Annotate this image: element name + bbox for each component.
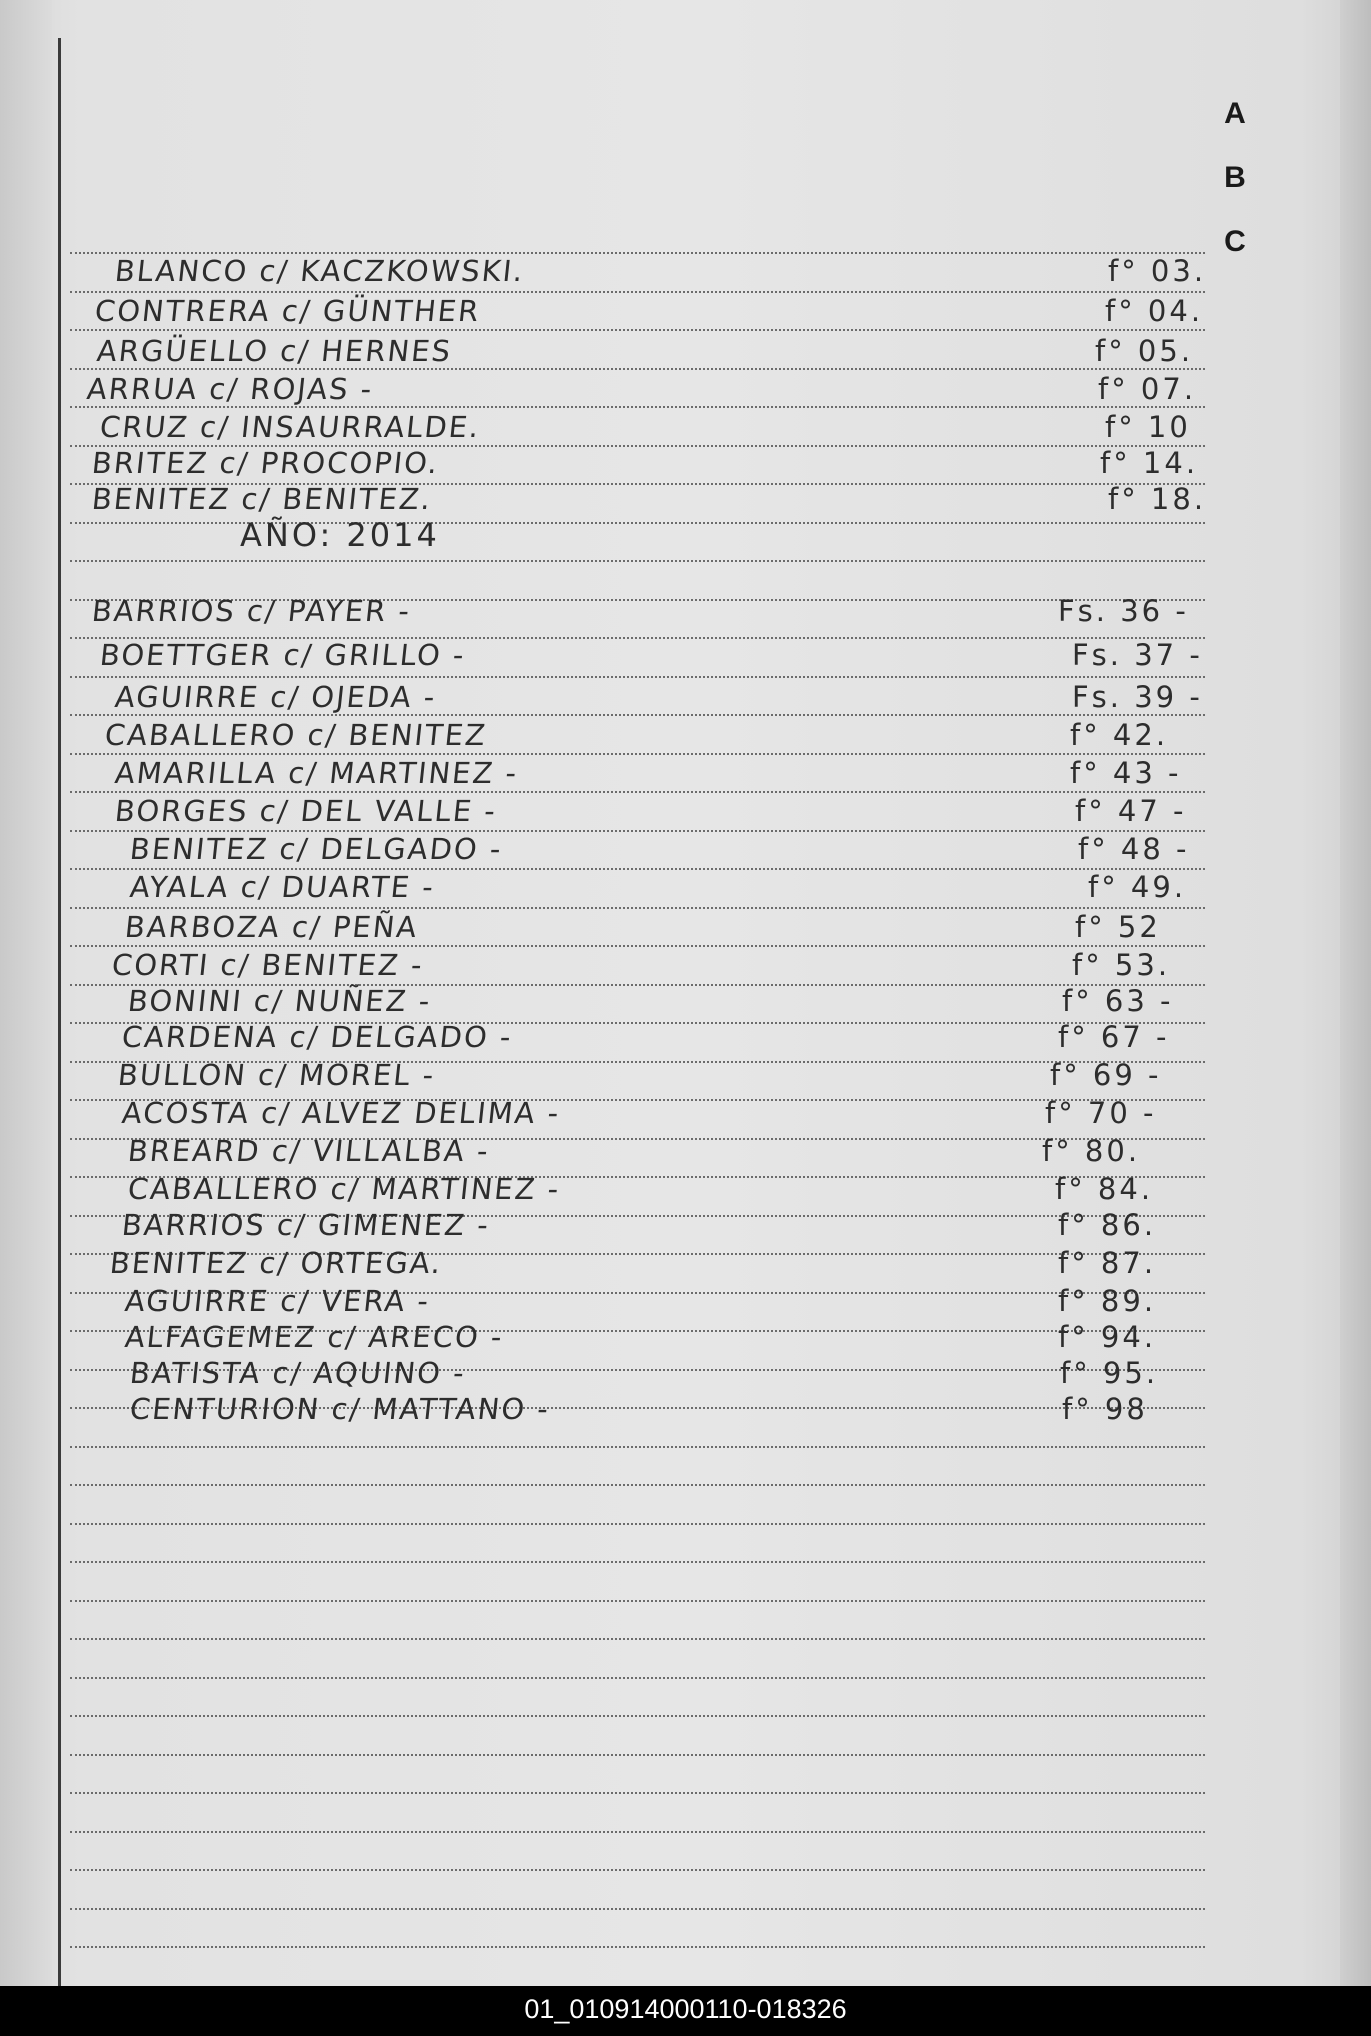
ledger-entry xyxy=(0,1208,1371,1246)
ruled-line xyxy=(70,1600,1205,1602)
folio-number: f° 67 - xyxy=(1058,1020,1170,1054)
folio-number: f° 63 - xyxy=(1062,984,1174,1018)
case-name: BULLON c/ MOREL - xyxy=(116,1058,438,1092)
ledger-entry xyxy=(0,334,1371,372)
ruled-line xyxy=(70,1523,1205,1525)
ledger-entry xyxy=(0,254,1371,292)
ledger-entry xyxy=(0,832,1371,870)
folio-number: f° 69 - xyxy=(1050,1058,1162,1092)
folio-number: f° 87. xyxy=(1058,1246,1157,1280)
case-name: BARRIOS c/ GIMENEZ - xyxy=(120,1208,492,1242)
ruled-line xyxy=(70,1638,1205,1640)
case-name: CENTURION c/ MATTANO - xyxy=(128,1392,552,1426)
case-name: BONINI c/ NUÑEZ - xyxy=(126,984,434,1018)
case-name: CABALLERO c/ BENITEZ xyxy=(103,718,489,752)
ledger-entry xyxy=(0,680,1371,718)
ruled-line xyxy=(70,1446,1205,1448)
ledger-entry xyxy=(0,1020,1371,1058)
folio-number: f° 52 xyxy=(1075,910,1161,944)
folio-number: f° 53. xyxy=(1072,948,1171,982)
ruled-line xyxy=(70,560,1205,562)
ledger-entry xyxy=(0,1392,1371,1430)
case-name: AYALA c/ DUARTE - xyxy=(128,870,437,904)
ledger-entry xyxy=(0,1172,1371,1210)
ruled-line xyxy=(70,1869,1205,1871)
case-name: CORTI c/ BENITEZ - xyxy=(110,948,426,982)
ledger-entry xyxy=(0,948,1371,986)
case-name: AGUIRRE c/ VERA - xyxy=(123,1284,432,1318)
ledger-entry xyxy=(0,372,1371,410)
folio-number: f° 80. xyxy=(1042,1134,1141,1168)
folio-number: f° 04. xyxy=(1105,294,1204,328)
folio-number: Fs. 39 - xyxy=(1072,680,1203,714)
case-name: BARRIOS c/ PAYER - xyxy=(90,594,413,628)
folio-number: f° 18. xyxy=(1108,482,1207,516)
ruled-line xyxy=(70,1715,1205,1717)
folio-number: f° 86. xyxy=(1058,1208,1157,1242)
ruled-line xyxy=(70,1484,1205,1486)
case-name: ARGÜELLO c/ HERNES xyxy=(95,334,454,368)
ledger-entry xyxy=(0,794,1371,832)
ledger-entry xyxy=(0,1246,1371,1284)
folio-number: f° 47 - xyxy=(1075,794,1187,828)
folio-number: f° 48 - xyxy=(1078,832,1190,866)
ledger-entry xyxy=(0,594,1371,632)
case-name: BOETTGER c/ GRILLO - xyxy=(98,638,468,672)
case-name: CONTRERA c/ GÜNTHER xyxy=(93,294,483,328)
folio-number: Fs. 36 - xyxy=(1058,594,1189,628)
ruled-line xyxy=(70,1831,1205,1833)
ledger-entry xyxy=(0,410,1371,448)
folio-number: f° 43 - xyxy=(1070,756,1182,790)
folio-number: f° 05. xyxy=(1095,334,1194,368)
folio-number: f° 70 - xyxy=(1045,1096,1157,1130)
case-name: BATISTA c/ AQUINO - xyxy=(128,1356,468,1390)
folio-number: Fs. 37 - xyxy=(1072,638,1203,672)
ruled-line xyxy=(70,1792,1205,1794)
ruled-line xyxy=(70,1561,1205,1563)
tab-letter-a: A xyxy=(1224,97,1246,130)
year-heading: AÑO: 2014 xyxy=(240,516,440,554)
ledger-entry xyxy=(0,870,1371,908)
ruled-line xyxy=(70,676,1205,678)
folio-number: f° 98 xyxy=(1062,1392,1148,1426)
ruled-line xyxy=(70,1908,1205,1910)
case-name: BLANCO c/ KACZKOWSKI. xyxy=(113,254,527,288)
case-name: CARDENA c/ DELGADO - xyxy=(120,1020,515,1054)
case-name: BENITEZ c/ ORTEGA. xyxy=(108,1246,445,1280)
tab-letter-c: C xyxy=(1224,225,1246,258)
case-name: ARRUA c/ ROJAS - xyxy=(85,372,376,406)
tab-letter-b: B xyxy=(1224,161,1246,194)
case-name: BARBOZA c/ PEÑA xyxy=(123,910,421,944)
folio-number: f° 42. xyxy=(1070,718,1169,752)
ledger-entry xyxy=(0,984,1371,1022)
folio-number: f° 14. xyxy=(1100,446,1199,480)
ruled-line xyxy=(70,1677,1205,1679)
folio-number: f° 94. xyxy=(1058,1320,1157,1354)
case-name: ALFAGEMEZ c/ ARECO - xyxy=(123,1320,506,1354)
ledger-entry xyxy=(0,1134,1371,1172)
case-name: AGUIRRE c/ OJEDA - xyxy=(113,680,439,714)
case-name: BENITEZ c/ DELGADO - xyxy=(128,832,505,866)
ledger-entry xyxy=(0,910,1371,948)
folio-number: f° 49. xyxy=(1088,870,1187,904)
folio-number: f° 84. xyxy=(1055,1172,1154,1206)
case-name: BREARD c/ VILLALBA - xyxy=(126,1134,492,1168)
ruled-line xyxy=(70,1754,1205,1756)
folio-number: f° 07. xyxy=(1098,372,1197,406)
ledger-entry xyxy=(0,1356,1371,1394)
scan-id-footer: 01_010914000110-018326 xyxy=(0,1986,1371,2036)
ledger-entry xyxy=(0,446,1371,484)
ledger-entry xyxy=(0,294,1371,332)
ledger-entry xyxy=(0,482,1371,520)
ledger-entry xyxy=(0,638,1371,676)
case-name: AMARILLA c/ MARTINEZ - xyxy=(113,756,520,790)
ledger-entry xyxy=(0,1096,1371,1134)
ledger-entry xyxy=(0,1320,1371,1358)
folio-number: f° 10 xyxy=(1105,410,1191,444)
case-name: CRUZ c/ INSAURRALDE. xyxy=(98,410,483,444)
folio-number: f° 03. xyxy=(1108,254,1207,288)
case-name: BENITEZ c/ BENITEZ. xyxy=(90,482,434,516)
ledger-entry xyxy=(0,756,1371,794)
folio-number: f° 89. xyxy=(1058,1284,1157,1318)
case-name: BRITEZ c/ PROCOPIO. xyxy=(90,446,441,480)
ruled-line xyxy=(70,1946,1205,1948)
case-name: BORGES c/ DEL VALLE - xyxy=(113,794,499,828)
ledger-entry xyxy=(0,1058,1371,1096)
folio-number: f° 95. xyxy=(1060,1356,1159,1390)
ledger-entry xyxy=(0,718,1371,756)
case-name: CABALLERO c/ MARTINEZ - xyxy=(126,1172,563,1206)
ledger-entry xyxy=(0,1284,1371,1322)
case-name: ACOSTA c/ ALVEZ DELIMA - xyxy=(120,1096,563,1130)
